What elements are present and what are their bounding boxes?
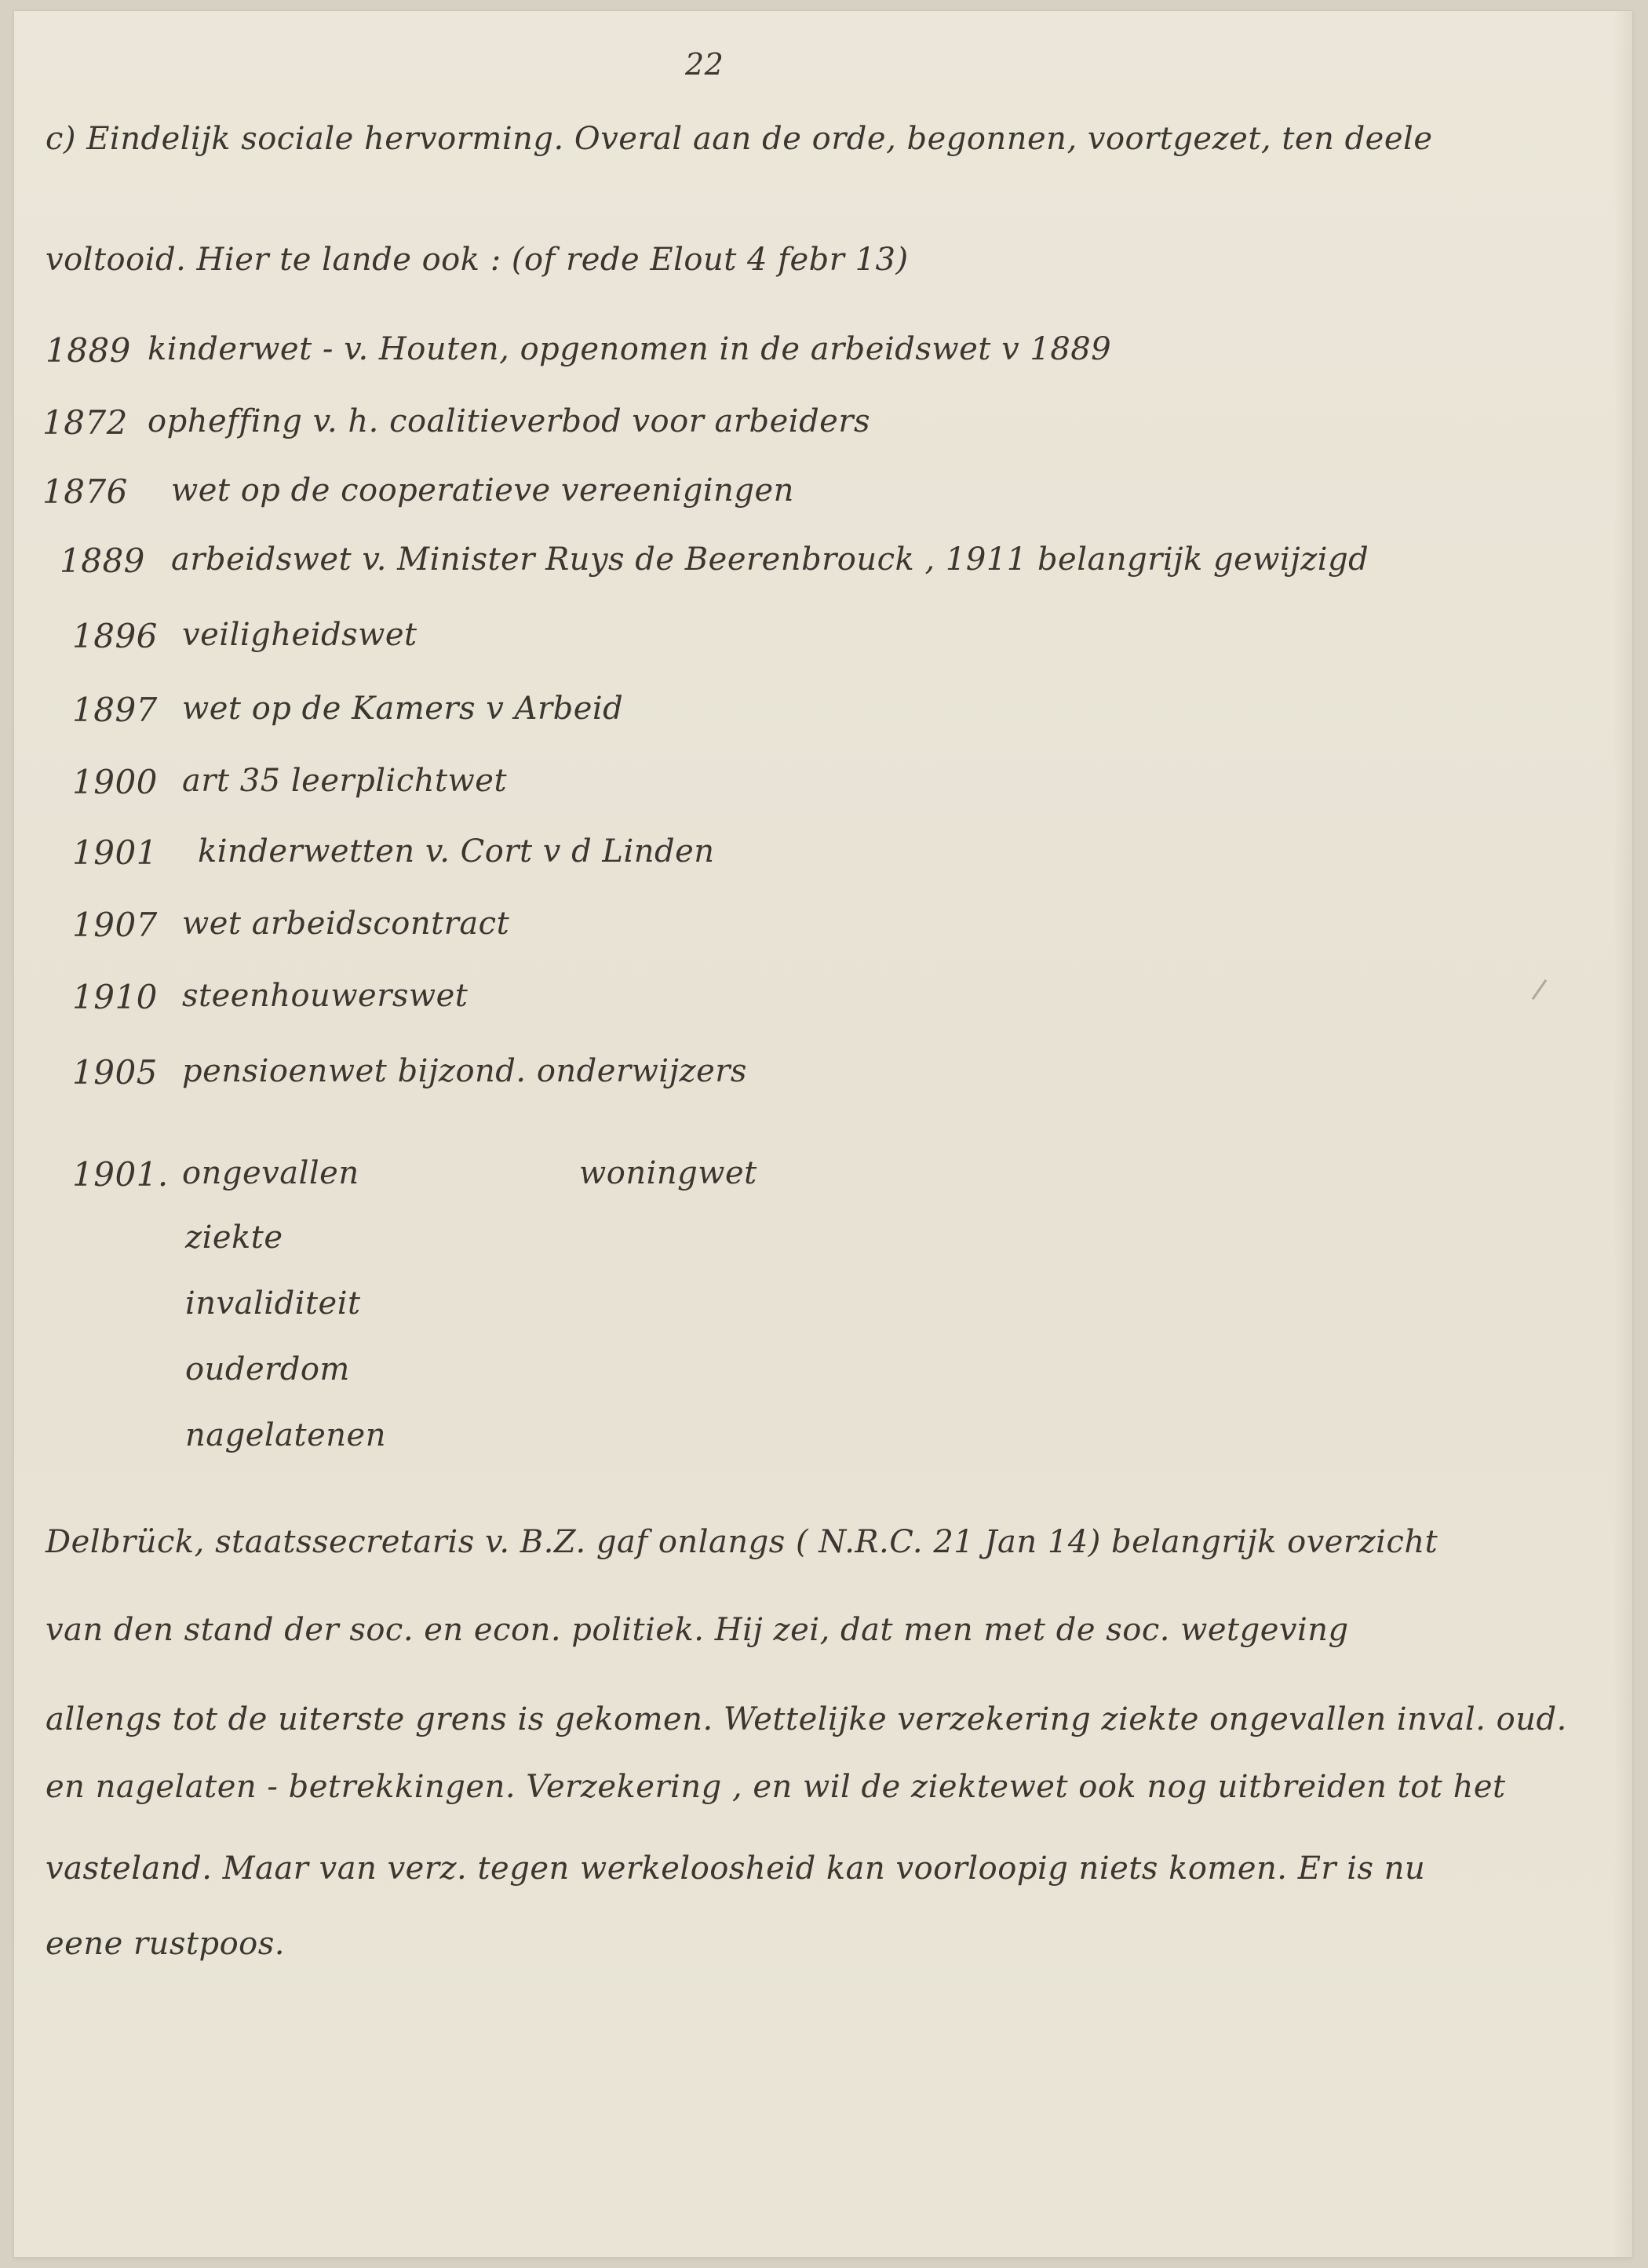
side-note: woningwet <box>579 1155 757 1191</box>
entry-year: 1905 <box>72 1053 158 1092</box>
page-number: 22 <box>685 47 724 82</box>
paper-edge-shadow <box>1613 11 1632 2257</box>
entry-text: steenhouwerswet <box>182 978 469 1014</box>
entry-year: 1896 <box>72 617 158 655</box>
list-item: invaliditeit <box>185 1285 361 1322</box>
entry-year: 1901. <box>72 1155 169 1194</box>
entry-year: 1889 <box>60 541 145 580</box>
entry-text: wet arbeidscontract <box>182 906 510 942</box>
pencil-mark <box>1532 979 1548 1000</box>
entry-text: pensioenwet bijzond. onderwijzers <box>182 1053 747 1089</box>
manuscript-page <box>14 11 1632 2257</box>
entry-text: kinderwet - v. Houten, opgenomen in de arbeidswet v 1889 <box>148 331 1112 367</box>
entry-text: veiligheidswet <box>182 617 417 653</box>
entry-year: 1876 <box>42 472 128 511</box>
entry-year: 1897 <box>72 691 158 729</box>
entry-text: ongevallen <box>182 1155 359 1191</box>
closing-line: en nagelaten - betrekkingen. Verzekering , en wil de ziektewet ook nog uitbreiden tot het <box>46 1769 1506 1805</box>
list-item: nagelatenen <box>185 1417 386 1453</box>
entry-year: 1900 <box>72 763 158 801</box>
entry-year: 1901 <box>72 833 158 872</box>
entry-year: 1910 <box>72 978 158 1016</box>
closing-line: Delbrück, staatssecretaris v. B.Z. gaf onlangs ( N.R.C. 21 Jan 14) belangrijk overzicht <box>46 1524 1438 1560</box>
closing-line: allengs tot de uiterste grens is gekomen. Wettelijke verzekering ziekte ongevallen inval. oud. <box>46 1701 1567 1737</box>
entry-text: wet op de Kamers v Arbeid <box>182 691 624 727</box>
list-item: ouderdom <box>185 1351 350 1387</box>
closing-line: vasteland. Maar van verz. tegen werkeloosheid kan voorloopig niets komen. Er is nu <box>46 1850 1426 1887</box>
closing-line: eene rustpoos. <box>46 1926 285 1962</box>
entry-text: wet op de cooperatieve vereenigingen <box>171 472 794 509</box>
intro-line: c) Eindelijk sociale hervorming. Overal aan de orde, begonnen, voortgezet, ten deele <box>46 121 1433 157</box>
entry-text: opheffing v. h. coalitieverbod voor arbeiders <box>148 403 870 439</box>
intro-line: voltooid. Hier te lande ook : (of rede Elout 4 febr 13) <box>46 242 909 278</box>
entry-year: 1889 <box>46 331 131 370</box>
entry-year: 1872 <box>42 403 128 442</box>
entry-text: art 35 leerplichtwet <box>182 763 508 799</box>
list-item: ziekte <box>185 1220 283 1256</box>
closing-line: van den stand der soc. en econ. politiek. Hij zei, dat men met de soc. wetgeving <box>46 1612 1349 1648</box>
entry-text: kinderwetten v. Cort v d Linden <box>198 833 715 870</box>
entry-text: arbeidswet v. Minister Ruys de Beerenbrouck , 1911 belangrijk gewijzigd <box>171 541 1369 578</box>
entry-year: 1907 <box>72 906 158 944</box>
